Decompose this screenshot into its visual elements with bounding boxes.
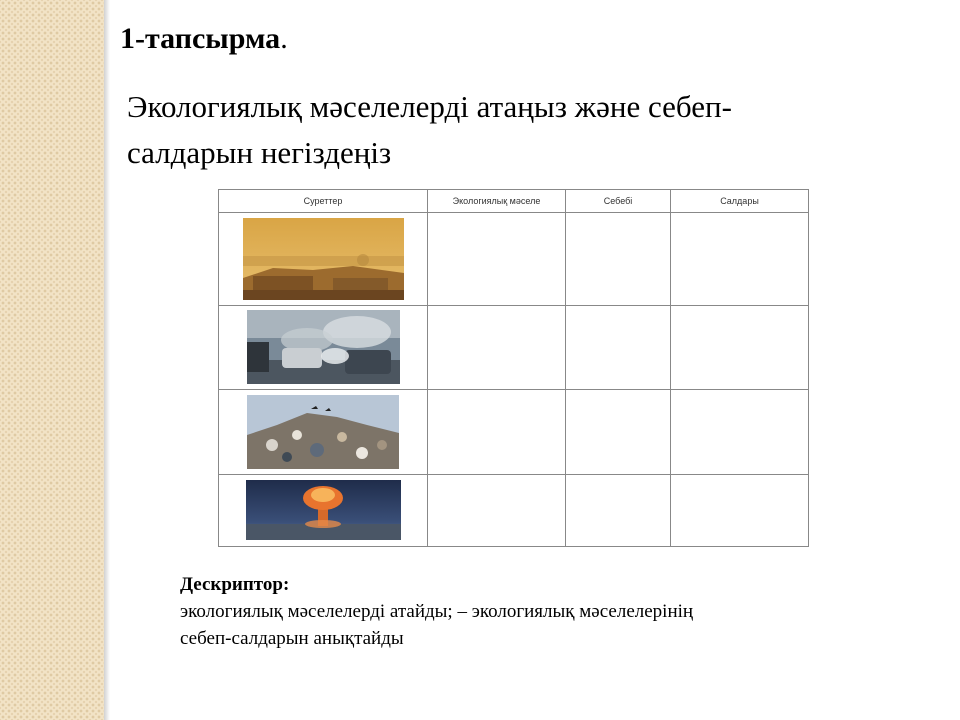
header-ecological-problem: Экологиялық мәселе bbox=[428, 190, 566, 213]
picture-cell bbox=[219, 305, 428, 390]
empty-cell[interactable] bbox=[428, 213, 566, 306]
empty-cell[interactable] bbox=[671, 213, 809, 306]
empty-cell[interactable] bbox=[671, 390, 809, 475]
side-strip-shadow bbox=[104, 0, 110, 720]
header-cause: Себебі bbox=[566, 190, 671, 213]
dust-storm-smog-image bbox=[243, 218, 404, 300]
garbage-landfill-image bbox=[247, 395, 399, 469]
table-row bbox=[219, 390, 809, 475]
table-row bbox=[219, 474, 809, 546]
table-row bbox=[219, 213, 809, 306]
empty-cell[interactable] bbox=[671, 305, 809, 390]
picture-cell bbox=[219, 390, 428, 475]
descriptor-block bbox=[180, 571, 880, 652]
table-header-row bbox=[219, 190, 809, 213]
empty-cell[interactable] bbox=[428, 474, 566, 546]
empty-cell[interactable] bbox=[566, 474, 671, 546]
descriptor-line-1: экологиялық мәселелерді атайды; – экологиялық мәселелерінің bbox=[180, 601, 694, 622]
task-number: 1-тапсырма bbox=[120, 22, 281, 55]
decorative-side-strip bbox=[0, 0, 104, 720]
empty-cell[interactable] bbox=[428, 305, 566, 390]
descriptor-heading: Дескриптор: bbox=[180, 574, 290, 595]
header-consequence: Салдары bbox=[671, 190, 809, 213]
empty-cell[interactable] bbox=[428, 390, 566, 475]
empty-cell[interactable] bbox=[671, 474, 809, 546]
task-title-dot: . bbox=[280, 22, 288, 55]
empty-cell[interactable] bbox=[566, 305, 671, 390]
picture-cell bbox=[219, 474, 428, 546]
task-title bbox=[120, 22, 288, 56]
table-row bbox=[219, 305, 809, 390]
descriptor-line-2: себеп-салдарын анықтайды bbox=[180, 628, 404, 649]
task-instruction: Экологиялық мәселелерді атаңыз және себеп-салдарын негіздеңіз bbox=[127, 89, 732, 170]
header-pictures: Суреттер bbox=[219, 190, 428, 213]
picture-cell bbox=[219, 213, 428, 306]
empty-cell[interactable] bbox=[566, 390, 671, 475]
nuclear-explosion-image bbox=[246, 480, 401, 540]
empty-cell[interactable] bbox=[566, 213, 671, 306]
car-exhaust-image bbox=[247, 310, 400, 384]
worksheet-table bbox=[218, 189, 809, 547]
